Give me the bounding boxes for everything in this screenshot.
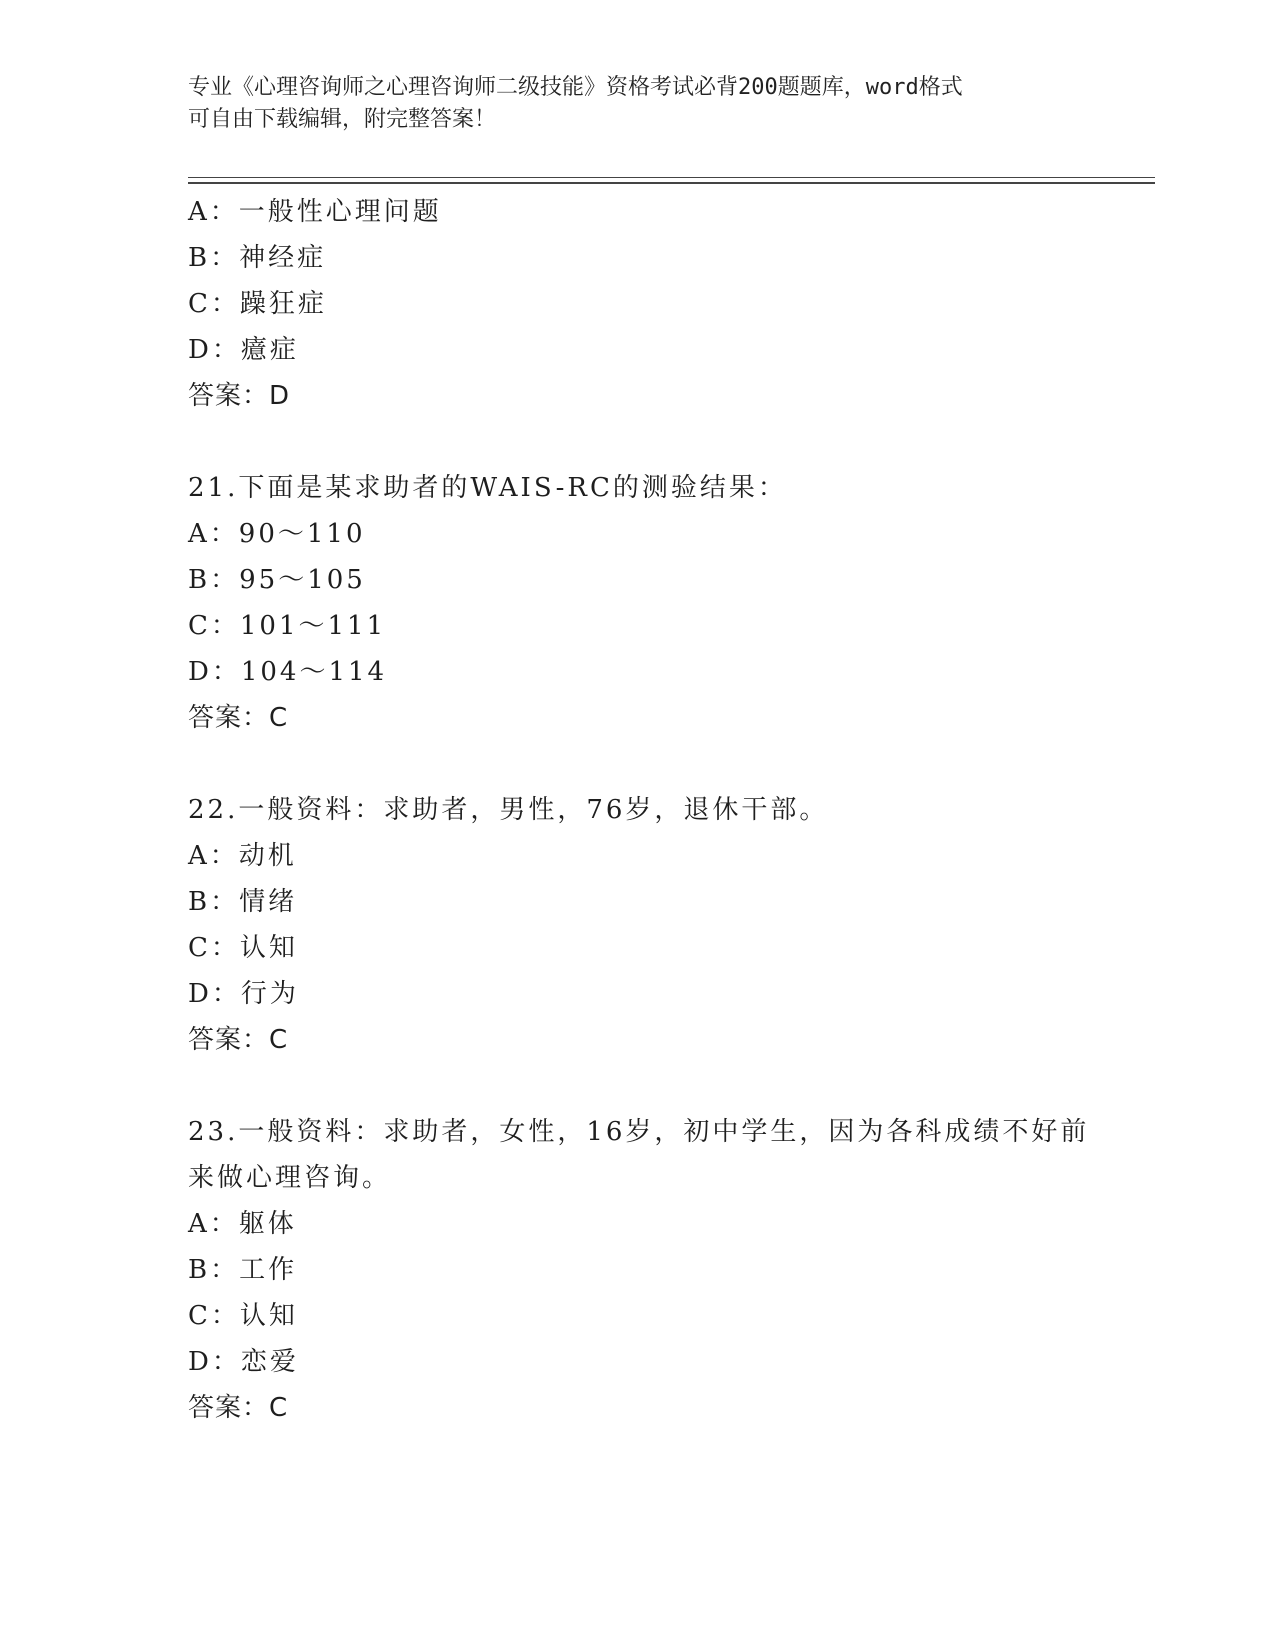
option-a: A：躯体 <box>188 1209 297 1239</box>
question-spacer <box>188 741 1118 787</box>
question-fragment <box>188 189 1118 419</box>
header-title-line-1: 专业《心理咨询师之心理咨询师二级技能》资格考试必背200题题库，word格式 <box>188 75 963 100</box>
option-a: A：90～110 <box>188 519 366 549</box>
answer-line: 答案：C <box>188 703 289 733</box>
option-d: D：恋爱 <box>188 1347 299 1377</box>
question-stem-line-1: 23.一般资料：求助者，女性，16岁，初中学生，因为各科成绩不好前 <box>188 1117 1090 1147</box>
question-23 <box>188 1109 1118 1431</box>
option-a: A：一般性心理问题 <box>188 197 442 227</box>
document-header <box>188 72 1088 136</box>
option-b: B：神经症 <box>188 243 327 273</box>
option-c: C：认知 <box>188 933 298 963</box>
question-21 <box>188 465 1118 741</box>
question-stem: 22.一般资料：求助者，男性，76岁，退休干部。 <box>188 795 829 825</box>
option-b: B：情绪 <box>188 887 298 917</box>
answer-line: 答案：D <box>188 381 291 411</box>
option-c: C：躁狂症 <box>188 289 327 319</box>
option-d: D：行为 <box>188 979 299 1009</box>
option-a: A：动机 <box>188 841 297 871</box>
answer-line: 答案：C <box>188 1025 289 1055</box>
option-c: C：101～111 <box>188 611 387 641</box>
question-spacer <box>188 419 1118 465</box>
question-22 <box>188 787 1118 1063</box>
header-divider-thin <box>188 177 1155 178</box>
question-stem: 21.下面是某求助者的WAIS-RC的测验结果： <box>188 473 787 503</box>
header-divider-thick <box>188 182 1155 184</box>
option-d: D：104～114 <box>188 657 388 687</box>
option-c: C：认知 <box>188 1301 298 1331</box>
question-stem-line-2: 来做心理咨询。 <box>188 1163 392 1193</box>
question-list <box>188 189 1118 1431</box>
option-b: B：工作 <box>188 1255 298 1285</box>
answer-line: 答案：C <box>188 1393 289 1423</box>
option-b: B：95～105 <box>188 565 366 595</box>
question-spacer <box>188 1063 1118 1109</box>
option-d: D：癔症 <box>188 335 299 365</box>
header-title-line-2: 可自由下载编辑，附完整答案！ <box>188 107 497 132</box>
